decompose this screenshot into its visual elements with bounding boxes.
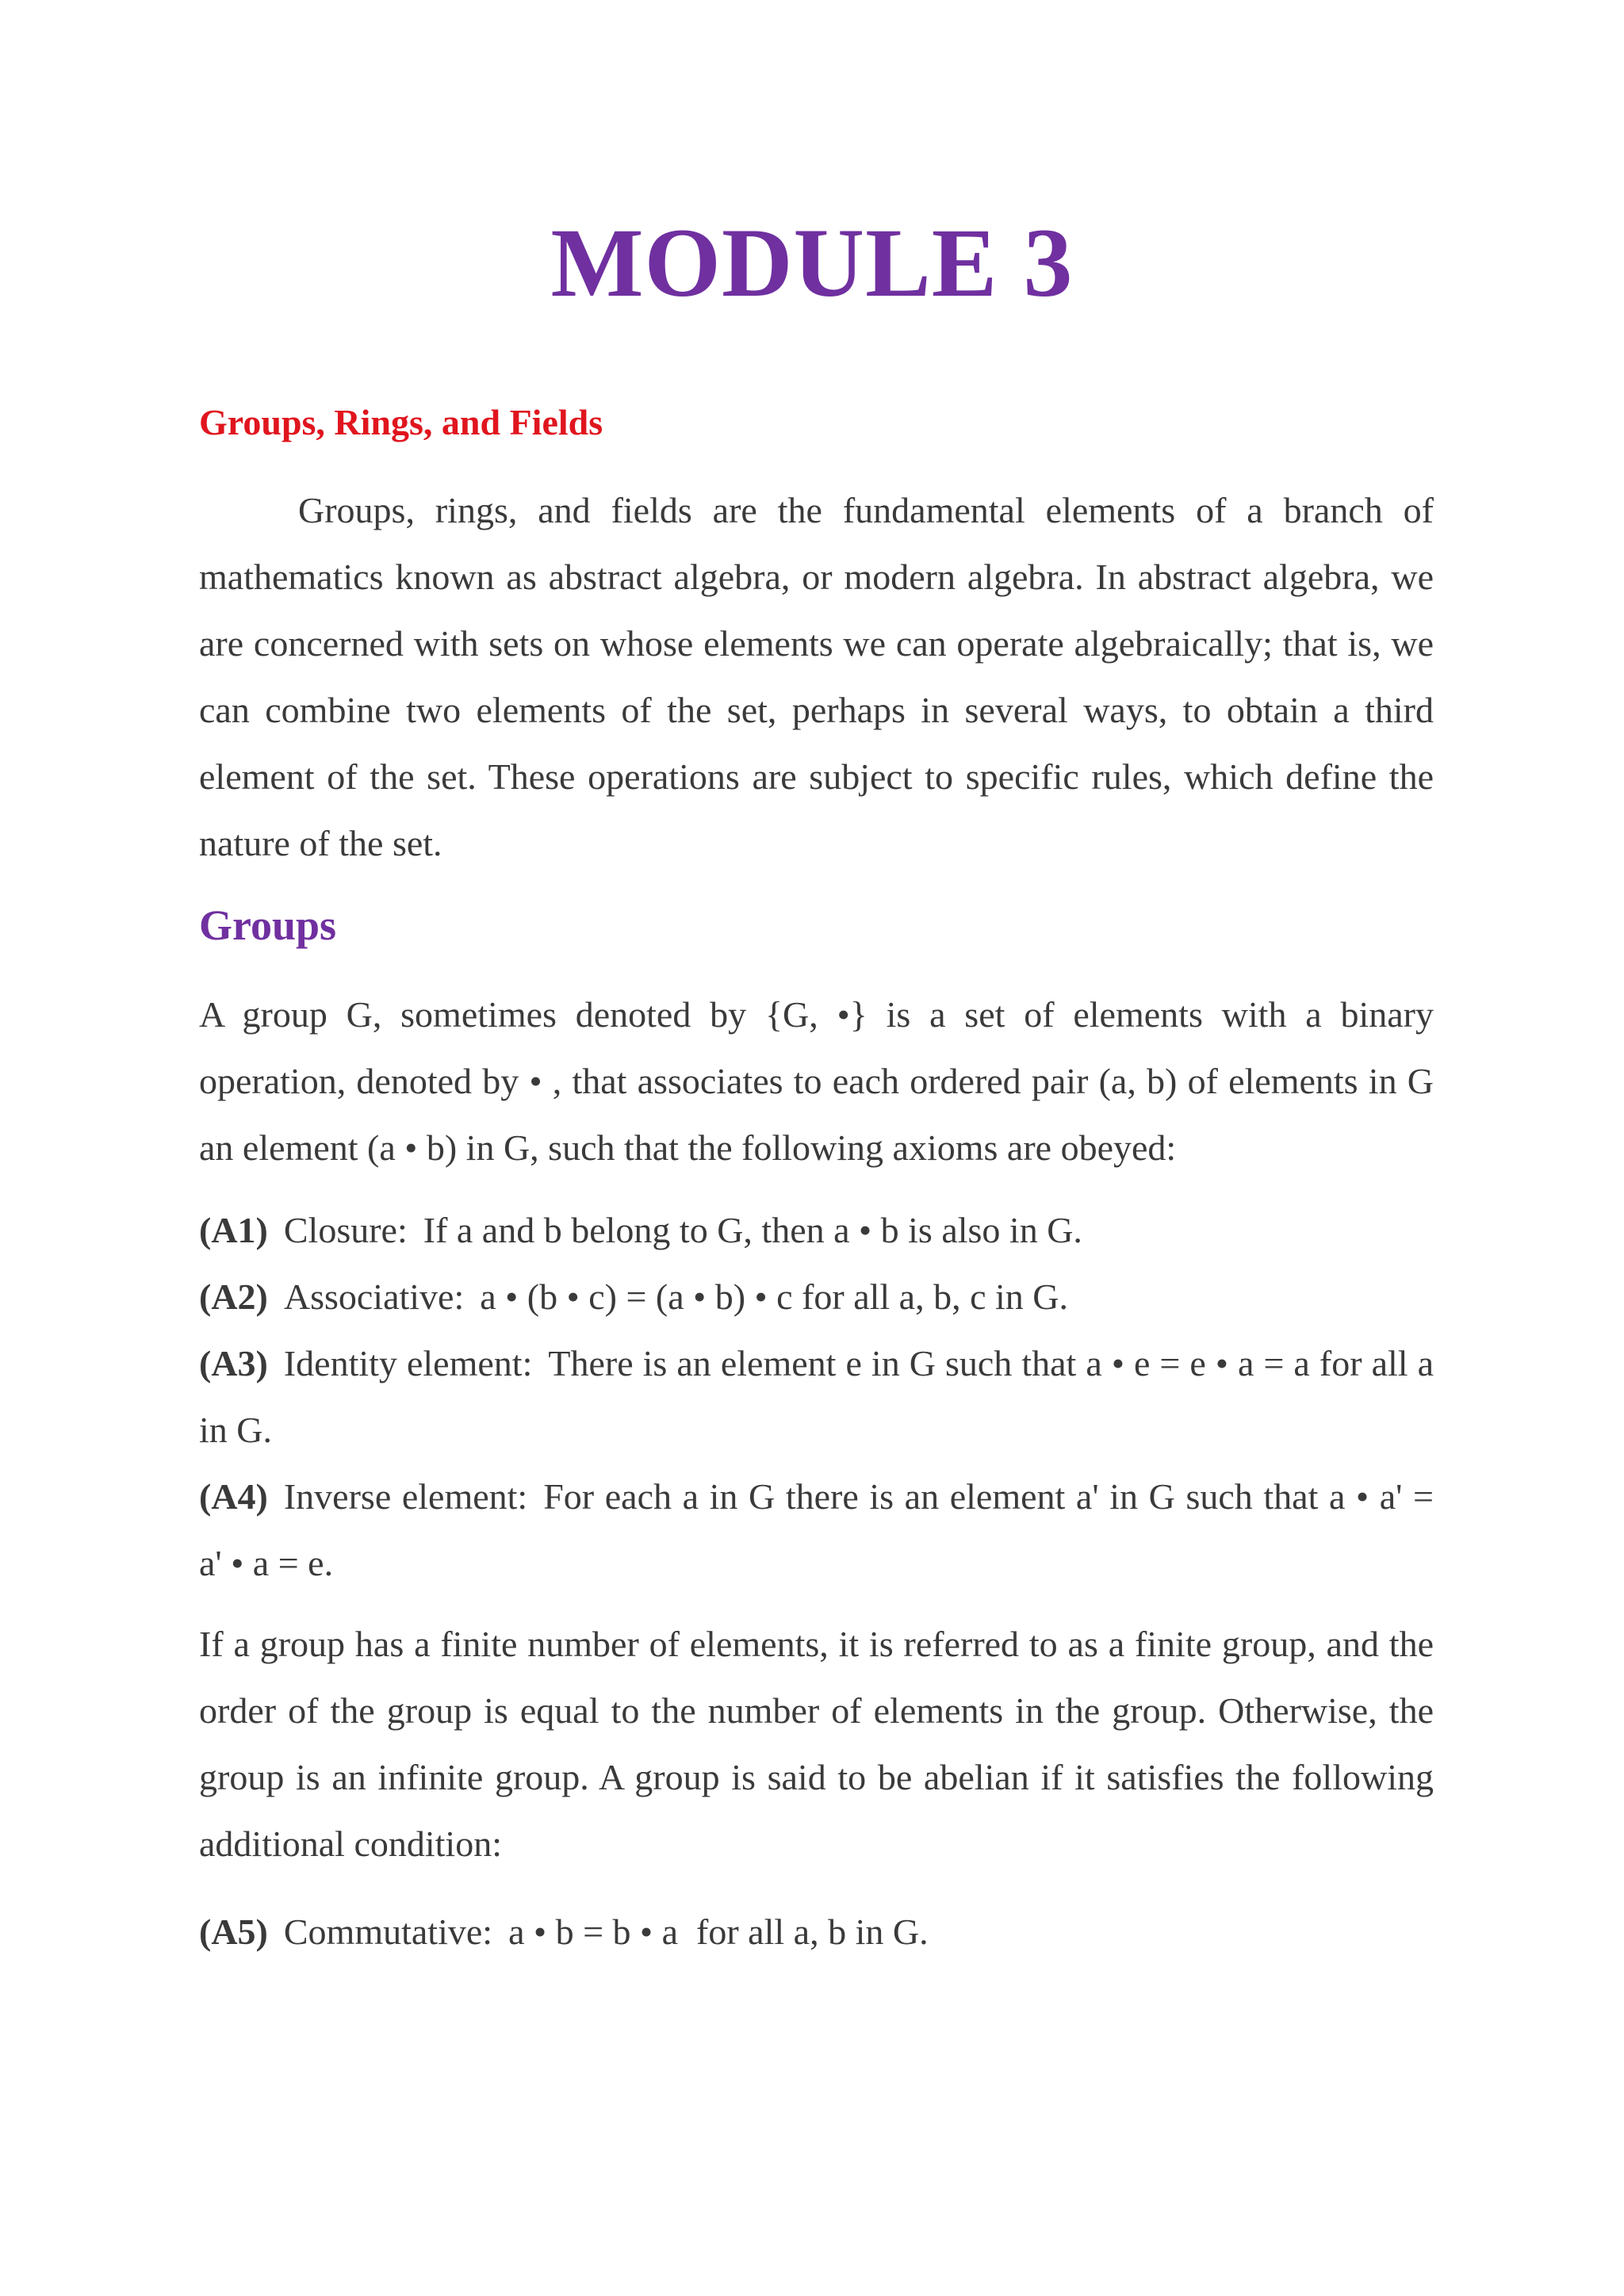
axiom-name: Inverse element: [283, 1476, 528, 1517]
axiom-id: (A4) [199, 1476, 268, 1517]
axiom-id: (A3) [199, 1343, 268, 1383]
intro-paragraph: Groups, rings, and fields are the fundamental elements of a branch of mathematics known as abstract algebra, or modern algebra. In abstract algebra, we are concerned with sets on whose elements we can operate algebraically; that is, we can combine two elements of the set, perhaps in several ways, to obtain a third element of the set. These operations are subject to specific rules, which define the nature of the set. [199, 490, 1434, 863]
axiom-a1 [199, 1197, 1434, 1264]
groups-heading: Groups [199, 901, 337, 949]
axiom-list [199, 1197, 1434, 1597]
axiom-id: (A5) [199, 1911, 268, 1952]
axiom-a4 [199, 1464, 1434, 1597]
group-definition-paragraph: A group G, sometimes denoted by {G, •} is a set of elements with a binary operation, denoted by • , that associates to each ordered pair (a, b) of elements in G an element (a • b) in G, such that the following axioms are obeyed: [199, 994, 1434, 1168]
axiom-name: Commutative: [283, 1911, 493, 1952]
axiom-a3 [199, 1330, 1434, 1464]
axiom-name: Associative: [283, 1276, 465, 1317]
axiom-text: a • (b • c) = (a • b) • c for all a, b, c in G. [480, 1276, 1069, 1317]
axiom-a2 [199, 1264, 1434, 1330]
axiom-name: Closure: [283, 1210, 408, 1250]
axiom-text: For each a in G there is an element a' in G such that a • a' = a' • a = e. [199, 1476, 1434, 1583]
finite-group-paragraph: If a group has a finite number of elements, it is referred to as a finite group, and the order of the group is equal to the number of elements in the group. Otherwise, the group is an infinite group. A group is said to be abelian if it satisfies the following additional condition: [199, 1624, 1434, 1864]
module-title: MODULE 3 [550, 209, 1074, 317]
axiom-name: Identity element: [283, 1343, 533, 1383]
axiom-a5 [199, 1899, 929, 1965]
axiom-id: (A1) [199, 1210, 268, 1250]
section-heading: Groups, Rings, and Fields [199, 402, 603, 442]
axiom-text: There is an element e in G such that a • e = e • a = a for all a in G. [199, 1343, 1434, 1450]
axiom-text: If a and b belong to G, then a • b is also in G. [423, 1210, 1082, 1250]
axiom-id: (A2) [199, 1276, 268, 1317]
axiom-text: a • b = b • a for all a, b in G. [508, 1911, 929, 1952]
